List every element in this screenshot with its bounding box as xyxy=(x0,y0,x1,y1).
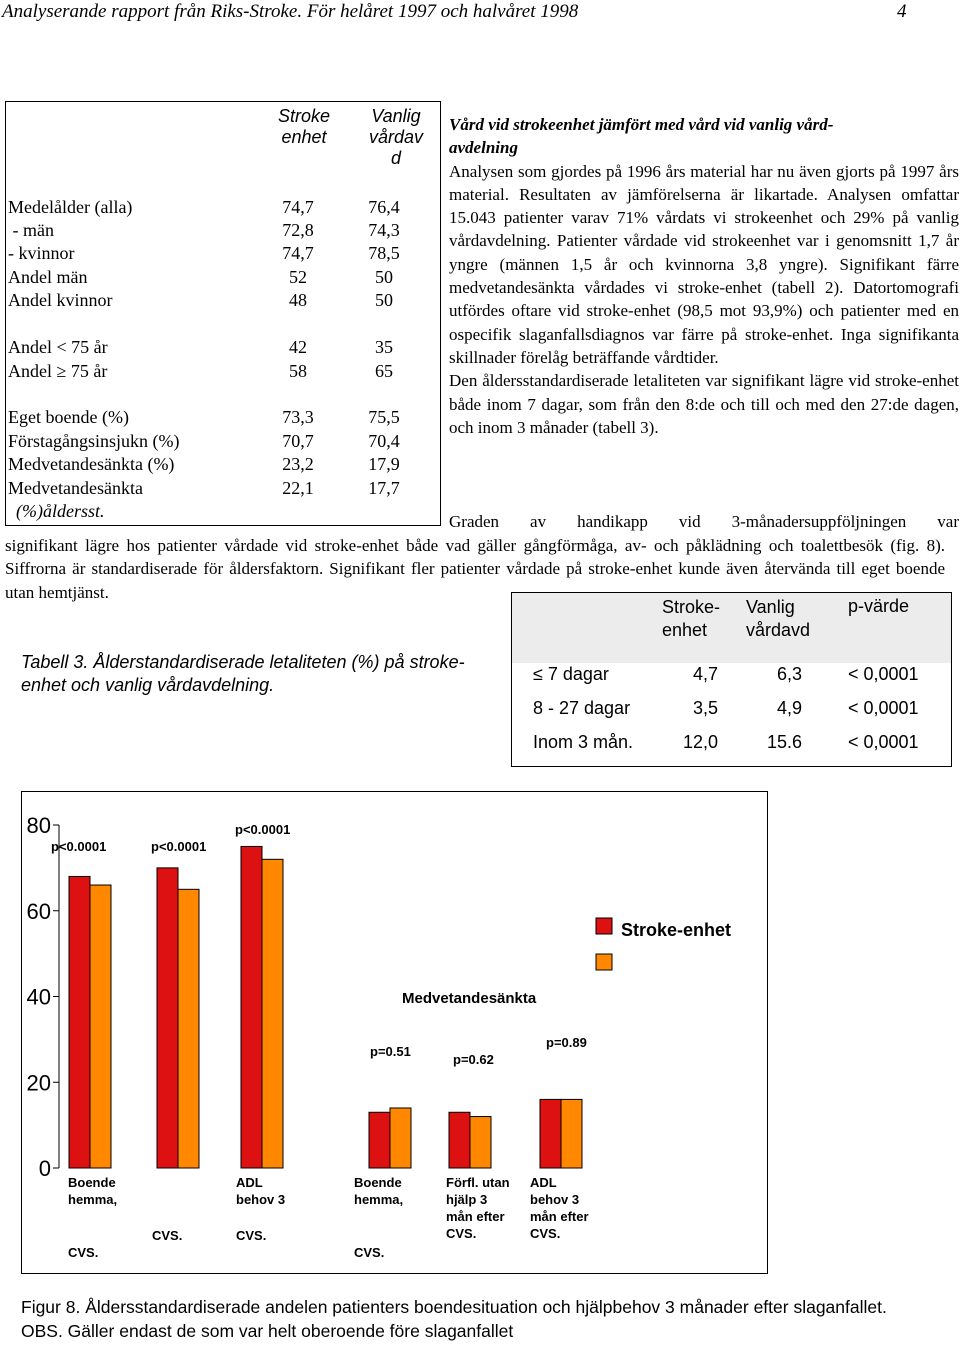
bar xyxy=(470,1117,491,1168)
bar xyxy=(390,1108,411,1168)
category-label: CVS. xyxy=(68,1245,99,1260)
chart-annotation: Medvetandesänkta xyxy=(402,990,537,1007)
bar xyxy=(69,876,90,1168)
p-value-label: p=0.62 xyxy=(453,1052,494,1067)
table3-cell: 12,0 xyxy=(682,732,718,752)
legend-swatch xyxy=(596,918,612,934)
p-value-label: p=0.89 xyxy=(546,1035,587,1050)
category-label: mån efter xyxy=(446,1209,505,1224)
paragraph: Den åldersstandardiserade letaliteten var signifikant lägre vid stroke-enhet både inom 7 dagar, som från den 8:de och till och med den 27:de dagen, och inom 3 månader (tabell 3). xyxy=(449,371,959,437)
table3-caption: Tabell 3. Ålderstandardiserade letaliteten (%) på stroke-enhet och vanlig vårdavdelning. xyxy=(21,652,465,695)
bar xyxy=(369,1112,390,1168)
table1-row-label: Medvetandesänkta xyxy=(8,478,143,498)
paragraph: signifikant lägre hos patienter vårdade vid stroke-enhet både vad gäller gångförmåga, av- och påklädning och toalettbesök (fig. 8). Siffrorna är standardiserade för åldersfaktorn. Signifikant fler patienter vårdade på stroke-enhet kunde även återvända till eget boende utan hemtjänst. xyxy=(5,536,945,602)
table1-row-value: 73,3 xyxy=(282,407,314,427)
category-label: ADL xyxy=(236,1175,263,1190)
table1-row-value: 35 xyxy=(375,337,393,357)
bar xyxy=(178,889,199,1168)
table3-row-label: 8 - 27 dagar xyxy=(533,698,631,718)
table3-header-line: Stroke- xyxy=(662,597,721,617)
table3-cell: 3,5 xyxy=(692,698,718,718)
page-number: 4 xyxy=(897,1,907,22)
category-label: CVS. xyxy=(152,1228,183,1243)
table1-row-value: 58 xyxy=(289,361,307,381)
table1-row-value: 78,5 xyxy=(368,243,400,263)
bar xyxy=(540,1099,561,1168)
table1-col1-header xyxy=(268,106,340,148)
table1-row-value: 74,7 xyxy=(282,243,314,263)
table1-col2-header-line: d xyxy=(390,148,401,168)
table1-row-value: 22,1 xyxy=(282,478,314,498)
p-value-label: p<0.0001 xyxy=(51,839,107,854)
table3-header-line: enhet xyxy=(662,620,708,640)
section-body xyxy=(449,113,959,439)
category-label: behov 3 xyxy=(530,1192,580,1207)
table1-row-label: Medelålder (alla) xyxy=(8,197,133,217)
table1-row-label: - kvinnor xyxy=(8,243,75,263)
table1-row-value: 72,8 xyxy=(282,220,314,240)
category-label: hjälp 3 xyxy=(446,1192,488,1207)
table3-header-line: vårdavd xyxy=(746,620,811,640)
bar xyxy=(449,1112,470,1168)
table1-row-label: Andel ≥ 75 år xyxy=(8,361,108,381)
table1-row-value: 74,7 xyxy=(282,197,314,217)
y-tick-label: 80 xyxy=(26,813,51,838)
p-value-label: p=0.51 xyxy=(370,1044,411,1059)
bar xyxy=(241,846,262,1168)
table1-row-label-cont: (%)åldersst. xyxy=(16,501,105,521)
table1-row-label: Andel kvinnor xyxy=(8,290,113,310)
table3-row-label: Inom 3 mån. xyxy=(533,732,634,752)
paragraph-start: Graden av handikapp vid 3-månadersuppföljningen var xyxy=(449,512,959,531)
table1-row-value: 70,7 xyxy=(282,431,314,451)
category-label: Förfl. utan xyxy=(446,1175,510,1190)
figure8-note: OBS. Gäller endast de som var helt oberoende före slaganfallet xyxy=(21,1320,514,1341)
table1-row-value: 48 xyxy=(289,290,307,310)
table1-row-value: 75,5 xyxy=(368,407,400,427)
category-label: CVS. xyxy=(530,1226,561,1241)
table1-col2-header-line: Vanlig xyxy=(371,106,421,126)
table1-col1-header-line: Stroke xyxy=(277,106,331,126)
legend-label: Stroke-enhet xyxy=(621,920,732,940)
table3-cell: < 0,0001 xyxy=(848,698,919,718)
table3-header xyxy=(662,596,720,642)
table1-col1-header-line: enhet xyxy=(281,127,327,147)
table1-row-label: Andel < 75 år xyxy=(8,337,108,357)
y-tick-label: 40 xyxy=(26,984,51,1010)
table3-header: p-värde xyxy=(848,596,910,616)
table3-header-line: Vanlig xyxy=(746,597,795,617)
table1-row-value: 23,2 xyxy=(282,454,314,474)
table3 xyxy=(511,592,952,767)
table3-cell: < 0,0001 xyxy=(848,664,919,684)
running-header: Analyserande rapport från Riks-Stroke. För helåret 1997 och halvåret 1998 xyxy=(2,1,579,22)
table1-col2-header-line: vårdav xyxy=(368,127,424,147)
table1-row-value: 50 xyxy=(375,290,393,310)
category-label: hemma, xyxy=(68,1192,118,1207)
section-heading-line: Vård vid strokeenhet jämfört med vård vid vanlig vård- xyxy=(449,115,834,134)
table1-row-label: Andel män xyxy=(8,267,88,287)
table1-row-value: 74,3 xyxy=(368,220,400,240)
y-tick-label: 60 xyxy=(26,898,51,924)
figure8-caption: Figur 8. Åldersstandardiserade andelen patienters boendesituation och hjälpbehov 3 månader efter slaganfallet. xyxy=(21,1297,887,1317)
table1-row-value: 76,4 xyxy=(368,197,400,217)
table3-cell: 4,9 xyxy=(776,698,802,718)
table1-row-label: Eget boende (%) xyxy=(8,407,129,427)
table3-cell: < 0,0001 xyxy=(848,732,919,752)
bar xyxy=(90,885,111,1168)
p-value-label: p<0.0001 xyxy=(235,822,291,837)
figure8-caption-block xyxy=(21,1296,921,1343)
figure8-chart xyxy=(21,791,766,1272)
bar xyxy=(157,868,178,1168)
table1-row-label: Medvetandesänkta (%) xyxy=(8,454,175,474)
section-heading-line: avdelning xyxy=(449,138,518,158)
table3-cell: 6,3 xyxy=(776,664,802,684)
category-label: mån efter xyxy=(530,1209,589,1224)
category-label: behov 3 xyxy=(236,1192,286,1207)
table1-row-value: 70,4 xyxy=(368,431,400,451)
bar xyxy=(561,1099,582,1168)
category-label: CVS. xyxy=(236,1228,267,1243)
table1-row-label: Förstagångsinsjukn (%) xyxy=(8,431,180,451)
section-heading xyxy=(449,113,959,160)
table1-row-value: 52 xyxy=(289,267,307,287)
table1-col2-header xyxy=(354,106,438,169)
category-label: ADL xyxy=(530,1175,557,1190)
table3-cell: 15.6 xyxy=(766,732,802,752)
category-label: Boende xyxy=(68,1175,116,1190)
bar xyxy=(262,859,283,1168)
category-label: CVS. xyxy=(446,1226,477,1241)
table3-row-label: ≤ 7 dagar xyxy=(533,664,609,684)
table1-body xyxy=(0,196,440,526)
legend-swatch xyxy=(596,954,612,970)
p-value-label: p<0.0001 xyxy=(151,839,207,854)
table1-row-value: 65 xyxy=(375,361,393,381)
y-tick-label: 20 xyxy=(26,1070,51,1096)
table1-row-value: 17,7 xyxy=(368,478,400,498)
category-label: CVS. xyxy=(354,1245,385,1260)
table1-row-label: - män xyxy=(8,220,54,240)
table1-row-value: 17,9 xyxy=(368,454,400,474)
table1-row-value: 50 xyxy=(375,267,393,287)
category-label: Boende xyxy=(354,1175,402,1190)
table1-row-value: 42 xyxy=(289,337,307,357)
paragraph: Analysen som gjordes på 1996 års material har nu även gjorts på 1997 års material. Resultaten av jämförelserna är likartade. Analysen omfattar 15.043 patienter varav 71% vårdats vi strokeenhet och 29% på vanlig vårdavdelning. Patienter vårdade vid strokeenhet var i genomsnitt 1,7 år yngre (männen 1,5 år och kvinnorna 3,8 yngre). Signifikant färre medvetandesänkta vårdades vi stroke-enhet (tabell 2). Datortomografi utfördes oftare vid stroke-enhet (98,5 mot 93,9%) och patienter med en ospecifik slaganfallsdiagnos var färre på stroke-enhet. Inga signifikanta skillnader förelåg beträffande vårdtider. xyxy=(449,161,959,367)
table3-cell: 4,7 xyxy=(692,664,718,684)
category-label: hemma, xyxy=(354,1192,404,1207)
y-tick-label: 0 xyxy=(38,1156,51,1181)
table3-header xyxy=(746,596,810,642)
